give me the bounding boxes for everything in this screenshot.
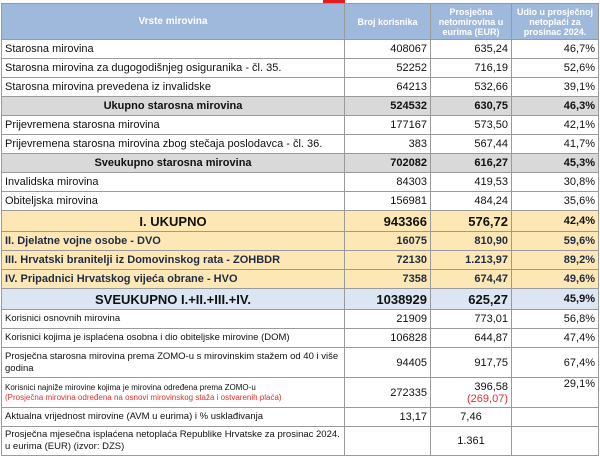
table-row xyxy=(2,408,599,427)
row-share: 67,4% xyxy=(512,348,599,378)
subtotal-row xyxy=(2,97,599,116)
row-count: 943366 xyxy=(345,211,431,232)
row-count: 16075 xyxy=(345,232,431,251)
row-count: 52252 xyxy=(345,59,431,78)
row-label: Obiteljska mirovina xyxy=(2,192,345,211)
category-row xyxy=(2,232,599,251)
row-count: 7358 xyxy=(345,270,431,289)
row-share: 29,1% xyxy=(512,378,599,408)
row-label: Ukupno starosna mirovina xyxy=(2,97,345,116)
row-amount: 625,27 xyxy=(431,289,512,310)
row-share: 46,3% xyxy=(512,97,599,116)
row-share: 45,9% xyxy=(512,289,599,310)
row-share: 42,1% xyxy=(512,116,599,135)
row-amount: 635,24 xyxy=(431,40,512,59)
row-count: 84303 xyxy=(345,173,431,192)
table-row xyxy=(2,78,599,97)
table-header-row xyxy=(2,4,599,40)
row-amount: 716,19 xyxy=(431,59,512,78)
row-amount: 532,66 xyxy=(431,78,512,97)
row-amount: 674,47 xyxy=(431,270,512,289)
row-amount-cell xyxy=(431,378,512,408)
row-amount: 576,72 xyxy=(431,211,512,232)
row-amount: 7,46 xyxy=(431,408,512,427)
row-share: 45,3% xyxy=(512,154,599,173)
row-count: 408067 xyxy=(345,40,431,59)
total-row xyxy=(2,211,599,232)
row-count: 13,17 xyxy=(345,408,431,427)
row-count: 21909 xyxy=(345,310,431,329)
row-label: II. Djelatne vojne osobe - DVO xyxy=(2,232,345,251)
row-label: Korisnici kojima je isplaćena osobna i dio obiteljske mirovine (DOM) xyxy=(2,329,345,348)
table-row xyxy=(2,192,599,211)
row-share: 89,2% xyxy=(512,251,599,270)
row-share: 52,6% xyxy=(512,59,599,78)
row-label: Prijevremena starosna mirovina xyxy=(2,116,345,135)
row-amount: 917,75 xyxy=(431,348,512,378)
row-share xyxy=(512,427,599,456)
table-row xyxy=(2,310,599,329)
row-share: 30,8% xyxy=(512,173,599,192)
table-row xyxy=(2,173,599,192)
row-amount: 810,90 xyxy=(431,232,512,251)
row-amount: 616,27 xyxy=(431,154,512,173)
row-amount: 567,44 xyxy=(431,135,512,154)
row-label: Korisnici osnovnih mirovina xyxy=(2,310,345,329)
table-row xyxy=(2,348,599,378)
header-pension-type: Vrste mirovina xyxy=(2,4,345,40)
header-share-of-wage: Udio u prosječnoj netoplaći za prosinac 2024. xyxy=(512,4,599,40)
row-count: 94405 xyxy=(345,348,431,378)
row-count: 156981 xyxy=(345,192,431,211)
row-label: Invalidska mirovina xyxy=(2,173,345,192)
row-label: I. UKUPNO xyxy=(2,211,345,232)
row-label: Prosječna starosna mirovina prema ZOMO-u s mirovinskim stažem od 40 i više godina xyxy=(2,348,345,378)
row-amount: 630,75 xyxy=(431,97,512,116)
row-label: Starosna mirovina xyxy=(2,40,345,59)
row-count: 524532 xyxy=(345,97,431,116)
table-row xyxy=(2,378,599,408)
table-row xyxy=(2,40,599,59)
row-share: 59,6% xyxy=(512,232,599,251)
row-amount: 573,50 xyxy=(431,116,512,135)
row-label: Prijevremena starosna mirovina zbog stečaja poslodavca - čl. 36. xyxy=(2,135,345,154)
row-count: 106828 xyxy=(345,329,431,348)
row-amount: 396,58 xyxy=(474,380,508,393)
row-share xyxy=(512,408,599,427)
row-label: IV. Pripadnici Hrvatskog vijeća obrane - HVO xyxy=(2,270,345,289)
row-count xyxy=(345,427,431,456)
category-row xyxy=(2,251,599,270)
row-label-cell xyxy=(2,378,345,408)
row-sublabel: (Prosječna mirovina određena na osnovi mirovinskog staža i ostvarenih plaća) xyxy=(5,392,282,402)
row-share: 35,6% xyxy=(512,192,599,211)
row-label: Prosječna mjesečna isplaćena netoplaća Republike Hrvatske za prosinac 2024. u eurima (EUR) (izvor: DZS) xyxy=(2,427,345,456)
row-share: 47,4% xyxy=(512,329,599,348)
table-row xyxy=(2,329,599,348)
table-row xyxy=(2,135,599,154)
row-amount: 644,87 xyxy=(431,329,512,348)
row-count: 702082 xyxy=(345,154,431,173)
grand-total-row xyxy=(2,289,599,310)
row-amount: 484,24 xyxy=(431,192,512,211)
row-count: 272335 xyxy=(345,378,431,408)
pension-table xyxy=(1,3,599,456)
row-share: 41,7% xyxy=(512,135,599,154)
row-share: 39,1% xyxy=(512,78,599,97)
subtotal-row xyxy=(2,154,599,173)
header-average-pension: Prosječna netomirovina u eurima (EUR) xyxy=(431,4,512,40)
row-count: 64213 xyxy=(345,78,431,97)
row-label: SVEUKUPNO I.+II.+III.+IV. xyxy=(2,289,345,310)
row-share: 56,8% xyxy=(512,310,599,329)
row-share: 42,4% xyxy=(512,211,599,232)
row-amount: 1.361 xyxy=(431,427,512,456)
row-label: III. Hrvatski branitelji iz Domovinskog rata - ZOHBDR xyxy=(2,251,345,270)
row-label: Korisnici najniže mirovine kojima je mirovina određena prema ZOMO-u xyxy=(5,382,256,392)
table-row xyxy=(2,59,599,78)
row-label: Starosna mirovina za dugogodišnjeg osiguranika - čl. 35. xyxy=(2,59,345,78)
row-amount: 773,01 xyxy=(431,310,512,329)
row-count: 177167 xyxy=(345,116,431,135)
row-label: Aktualna vrijednost mirovine (AVM u eurima) i % usklađivanja xyxy=(2,408,345,427)
row-share: 46,7% xyxy=(512,40,599,59)
row-label: Sveukupno starosna mirovina xyxy=(2,154,345,173)
row-amount: 419,53 xyxy=(431,173,512,192)
row-label: Starosna mirovina prevedena iz invalidske xyxy=(2,78,345,97)
row-count: 72130 xyxy=(345,251,431,270)
row-count: 383 xyxy=(345,135,431,154)
table-row xyxy=(2,427,599,456)
row-share: 49,6% xyxy=(512,270,599,289)
header-user-count: Broj korisnika xyxy=(345,4,431,40)
row-count: 1038929 xyxy=(345,289,431,310)
table-row xyxy=(2,116,599,135)
row-amount: 1.213,97 xyxy=(431,251,512,270)
category-row xyxy=(2,270,599,289)
row-subamount: (269,07) xyxy=(467,392,508,405)
